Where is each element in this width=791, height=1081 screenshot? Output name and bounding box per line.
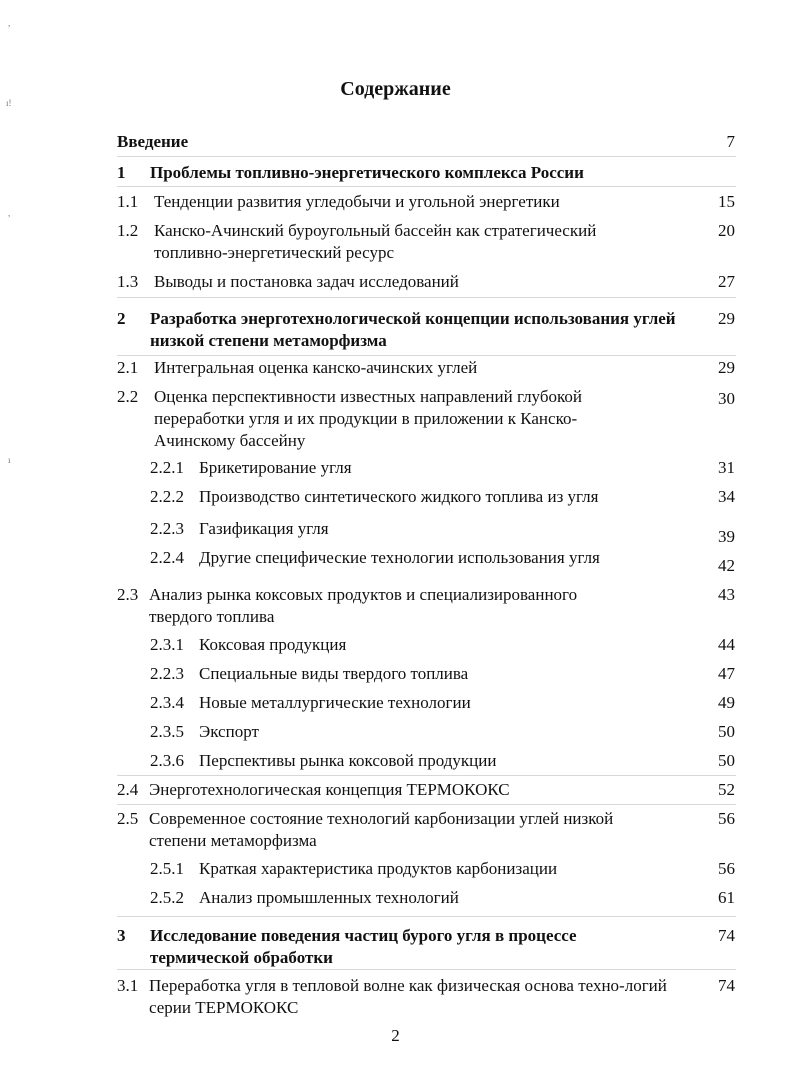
scan-mark: , xyxy=(8,208,11,218)
page-title: Содержание xyxy=(340,78,451,100)
toc-entry-text: Брикетирование угля xyxy=(199,458,352,477)
toc-entry-page: 50 xyxy=(718,722,735,741)
toc-entry-page: 30 xyxy=(718,389,735,408)
toc-entry-page: 56 xyxy=(718,859,735,878)
toc-entry-page: 74 xyxy=(718,926,735,945)
toc-entry-text: Анализ рынка коксовых продуктов и специализированного твердого топлива xyxy=(149,585,578,626)
toc-entry-page: 49 xyxy=(718,693,735,712)
toc-entry-number: 3.1 xyxy=(117,976,139,995)
toc-entry-number: 2.3.6 xyxy=(150,751,184,770)
toc-entry-page: 61 xyxy=(718,888,735,907)
toc-entry-number: 2.2.2 xyxy=(150,487,184,506)
toc-entry-text: Интегральная оценка канско-ачинских углей xyxy=(154,358,478,377)
toc-entry-text: Тенденции развития угледобычи и угольной энергетики xyxy=(154,192,560,211)
toc-entry-text: Оценка перспективности известных направлений глубокой переработки угля и их продукции в приложении к Канско-Ачинскому бассейну xyxy=(154,387,582,450)
toc-entry-page: 15 xyxy=(718,192,735,211)
toc-entry-page: 42 xyxy=(718,556,735,575)
toc-entry-number: 1 xyxy=(117,163,126,182)
toc-entry-page: 56 xyxy=(718,809,735,828)
toc-entry-page: 74 xyxy=(718,976,735,995)
toc-entry-number: 2.3.5 xyxy=(150,722,184,741)
toc-entry-page: 43 xyxy=(718,585,735,604)
toc-entry-number: 2.1 xyxy=(117,358,139,377)
toc-entry-text: Производство синтетического жидкого топлива из угля xyxy=(199,487,599,506)
toc-entry-text: Экспорт xyxy=(199,722,259,741)
toc-entry-number: 1.2 xyxy=(117,221,139,240)
toc-entry-page: 44 xyxy=(718,635,735,654)
toc-entry-page: 27 xyxy=(718,272,735,291)
toc-entry-number: 2.2 xyxy=(117,387,139,406)
toc-entry-page: 29 xyxy=(718,358,735,377)
toc-entry-page: 7 xyxy=(726,132,735,151)
toc-entry-page: 29 xyxy=(718,309,735,328)
toc-entry-number: 2.2.1 xyxy=(150,458,184,477)
toc-entry-number: 2.2.3 xyxy=(150,519,184,538)
toc-entry-page: 39 xyxy=(718,527,735,546)
toc-entry-text: Современное состояние технологий карбонизации углей низкой степени метаморфизма xyxy=(149,809,614,850)
toc-entry-number: 2.3.1 xyxy=(150,635,184,654)
divider xyxy=(117,916,736,917)
toc-entry-text: Специальные виды твердого топлива xyxy=(199,664,469,683)
toc-entry-text: Краткая характеристика продуктов карбонизации xyxy=(199,859,558,878)
toc-entry-text: Канско-Ачинский буроугольный бассейн как стратегический топливно-энергетический ресурс xyxy=(154,221,597,262)
divider xyxy=(117,969,736,970)
toc-entry-number: 2.5 xyxy=(117,809,139,828)
toc-entry-text: Новые металлургические технологии xyxy=(199,693,471,712)
toc-entry-number: 2.3 xyxy=(117,585,139,604)
toc-entry-text: Другие специфические технологии использования угля xyxy=(199,548,600,567)
toc-entry-page: 52 xyxy=(718,780,735,799)
toc-entry-text: Энерготехнологическая концепция ТЕРМОКОКС xyxy=(149,780,510,799)
toc-entry-number: 1.1 xyxy=(117,192,139,211)
toc-entry-number: 2.5.1 xyxy=(150,859,184,878)
toc-entry-text: Газификация угля xyxy=(199,519,329,538)
divider xyxy=(117,804,736,805)
toc-entry-page: 20 xyxy=(718,221,735,240)
toc-entry-text: Перспективы рынка коксовой продукции xyxy=(199,751,497,770)
divider xyxy=(117,186,736,187)
toc-entry-page: 34 xyxy=(718,487,735,506)
toc-entry-text: Введение xyxy=(117,132,189,151)
divider xyxy=(117,775,736,776)
toc-entry-number: 1.3 xyxy=(117,272,139,291)
toc-entry-text: Анализ промышленных технологий xyxy=(199,888,459,907)
toc-entry-number: 2.3.4 xyxy=(150,693,184,712)
toc-entry-text: Проблемы топливно-энергетического комплекса России xyxy=(150,163,584,182)
scan-mark: ı xyxy=(8,455,11,465)
toc-entry-text: Исследование поведения частиц бурого угля в процессе термической обработки xyxy=(150,926,577,967)
toc-entry-number: 2.2.4 xyxy=(150,548,184,567)
toc-entry-number: 2.4 xyxy=(117,780,139,799)
toc-entry-text: Выводы и постановка задач исследований xyxy=(154,272,459,291)
toc-entry-page: 31 xyxy=(718,458,735,477)
divider xyxy=(117,297,736,298)
divider xyxy=(117,156,736,157)
scan-mark: ı! xyxy=(6,98,12,108)
toc-entry-page: 50 xyxy=(718,751,735,770)
toc-entry-text: Переработка угля в тепловой волне как физическая основа техно-логий серии ТЕРМОКОКС xyxy=(149,976,667,1017)
toc-entry-number: 2 xyxy=(117,309,126,328)
page-number: 2 xyxy=(391,1026,400,1045)
divider xyxy=(117,355,736,356)
scan-mark: , xyxy=(8,18,11,28)
toc-entry-number: 2.5.2 xyxy=(150,888,184,907)
toc-entry-number: 2.2.3 xyxy=(150,664,184,683)
toc-entry-number: 3 xyxy=(117,926,126,945)
toc-entry-text: Коксовая продукция xyxy=(199,635,347,654)
toc-entry-text: Разработка энерготехнологической концепции использования углей низкой степени метаморфизма xyxy=(150,309,676,350)
toc-entry-page: 47 xyxy=(718,664,735,683)
